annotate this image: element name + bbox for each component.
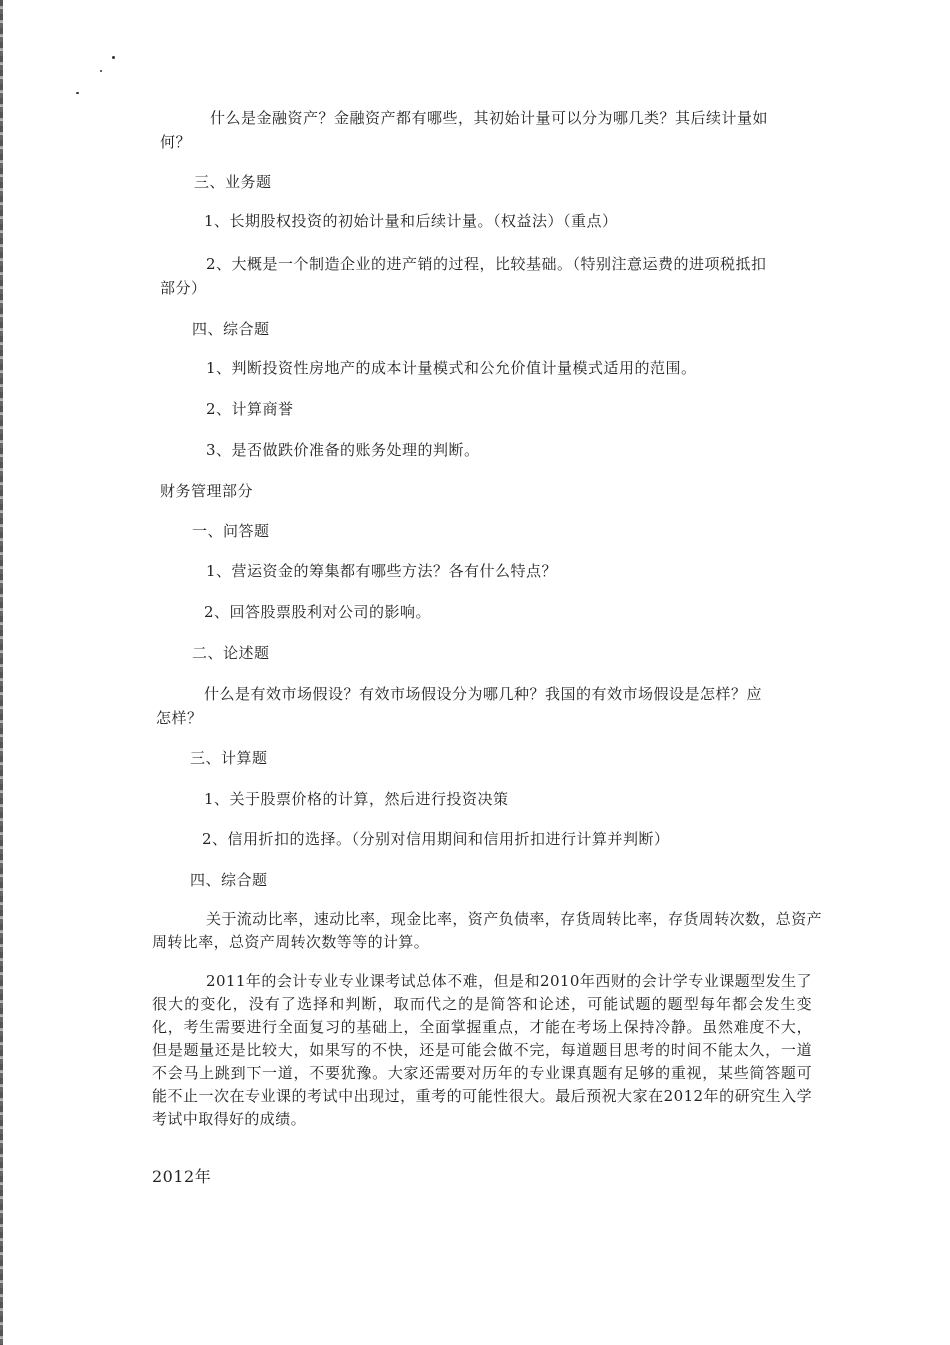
business-item-2-line1: 2、大概是一个制造企业的进产销的过程，比较基础。（特别注意运费的进项税抵扣 — [206, 255, 767, 273]
finance-comprehensive-paragraph: 关于流动比率，速动比率，现金比率，资产负债率，存货周转比率，存货周转次数，总资产周转比率，总资产周转次数等等的计算。 — [152, 910, 823, 951]
finance-essay-line1: 什么是有效市场假设？有效市场假设分为哪几种？我国的有效市场假设是怎样？应 — [204, 685, 763, 703]
scan-speck — [112, 56, 115, 59]
finance-calc-item-2: 2、信用折扣的选择。（分别对信用期间和信用折扣进行计算并判断） — [202, 830, 670, 848]
comprehensive-item-3: 3、是否做跌价准备的账务处理的判断。 — [206, 441, 480, 459]
business-item-1: 1、长期股权投资的初始计量和后续计量。（权益法）（重点） — [204, 212, 618, 230]
question-financial-assets-line2: 何？ — [160, 133, 192, 151]
scan-edge — [0, 0, 3, 1345]
finance-qa-heading: 一、问答题 — [192, 522, 270, 540]
finance-essay-line2: 怎样？ — [156, 709, 203, 727]
question-financial-assets-line1: 什么是金融资产？金融资产都有哪些，其初始计量可以分为哪几类？其后续计量如 — [210, 109, 769, 127]
section-comprehensive-heading: 四、综合题 — [192, 320, 270, 338]
year-heading: 2012年 — [152, 1167, 212, 1186]
finance-part-heading: 财务管理部分 — [160, 482, 254, 500]
comprehensive-item-1: 1、判断投资性房地产的成本计量模式和公允价值计量模式适用的范围。 — [206, 359, 697, 377]
scan-speck — [100, 70, 102, 72]
finance-comprehensive-heading: 四、综合题 — [190, 871, 268, 889]
finance-calc-item-1: 1、关于股票价格的计算，然后进行投资决策 — [204, 790, 509, 808]
finance-calc-heading: 三、计算题 — [190, 749, 268, 767]
finance-essay-heading: 二、论述题 — [192, 644, 270, 662]
scan-speck — [76, 92, 79, 94]
finance-qa-item-2: 2、回答股票股利对公司的影响。 — [204, 603, 432, 621]
summary-paragraph: 2011年的会计专业专业课考试总体不难，但是和2010年西财的会计学专业课题型发生了很大的变化，没有了选择和判断，取而代之的是简答和论述，可能试题的题型每年都会发生变化，考生需要进行全面复习的基础上，全面掌握重点，才能在考场上保持冷静。虽然难度不大，但是题量还是比较大，如果写的不快，还是可能会做不完，每道题目思考的时间不能太久，一道不会马上跳到下一道，不要犹豫。大家还需要对历年的专业课真题有足够的重视，某些简答题可能不止一次在专业课的考试中出现过，重考的可能性很大。最后预祝大家在2012年的研究生入学考试中取得好的成绩。 — [152, 972, 812, 1128]
section-business-heading: 三、业务题 — [194, 173, 272, 191]
finance-qa-item-1: 1、营运资金的筹集都有哪些方法？各有什么特点？ — [206, 562, 558, 580]
comprehensive-item-2: 2、计算商誉 — [206, 400, 294, 418]
business-item-2-line2: 部分） — [160, 279, 207, 297]
